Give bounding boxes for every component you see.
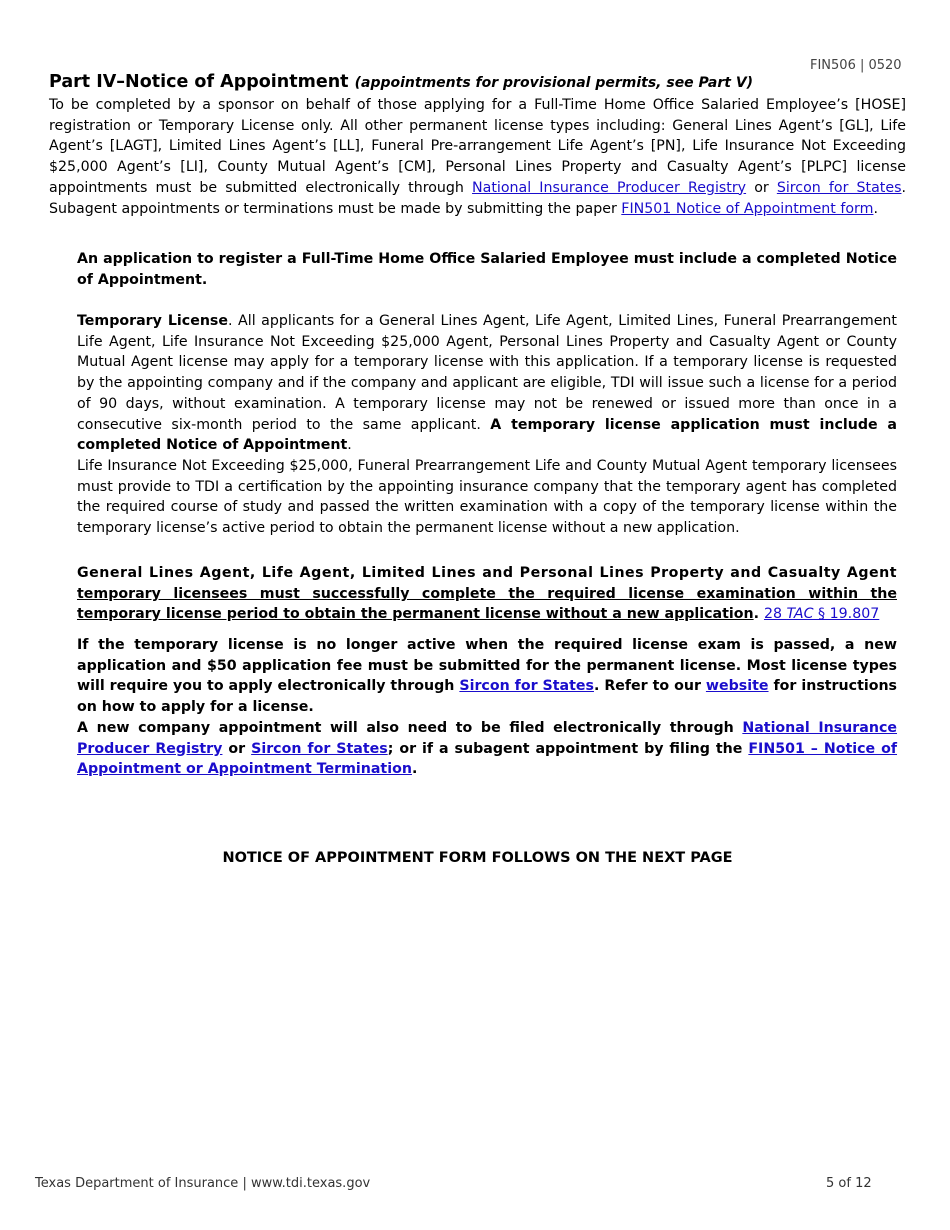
expired-license-paragraph [77, 635, 897, 780]
temporary-license-text: . All applicants for a General Lines Agent, Life Agent, Limited Lines, Funeral Prearrangement Life Agent, Life Insurance Not Exceeding $25,000 Agent, Personal Lines Property and Casualty Agent or County Mutual Agent license may apply for a temporary license with this application. If a temporary license is requested by the appointing company and if the company and applicant are eligible, TDI will issue such a license for a period of 90 days, without examination. A temporary license may not be renewed or issued more than once in a consecutive six-month period to the same applicant. [77, 313, 897, 433]
tac-section: § 19.807 [813, 606, 880, 623]
title-subtitle: (appointments for provisional permits, see Part V) [354, 75, 754, 91]
fin501-form-link[interactable]: FIN501 Notice of Appointment form [621, 200, 874, 217]
expired-text-4: A new company appointment will also need to be filed electronically through [77, 719, 743, 736]
expired-text-1: If the temporary license is no longer active when the required license exam is passed, a new application and $50 application fee must be submitted for the permanent license. Most license types will require you to apply electronically through [77, 637, 897, 695]
form-code: FIN506 | 0520 [810, 58, 902, 73]
general-lines-lead: General Lines Agent, Life Agent, Limited Lines and Personal Lines Property and Casualty Agent [77, 565, 897, 581]
website-link[interactable]: website [705, 678, 769, 695]
tac-link[interactable] [764, 606, 879, 622]
tac-italic: TAC [786, 606, 814, 623]
temporary-license-paragraph [77, 311, 897, 456]
general-lines-paragraph [77, 563, 897, 625]
general-lines-period: . [753, 606, 764, 623]
expired-text-6: ; or if a subagent appointment by filing the [387, 740, 749, 757]
title-text: Part IV–Notice of Appointment [49, 72, 349, 92]
expired-text-5: or [222, 740, 252, 757]
intro-text-4: . [873, 200, 878, 217]
sircon-link[interactable]: Sircon for States [776, 179, 902, 196]
expired-text-7: . [411, 761, 418, 778]
tac-number: 28 [763, 606, 787, 623]
fin501-termination-link[interactable]: FIN501 – Notice of Appointment or Appointment Termination [77, 740, 898, 778]
page-number: 5 of 12 [826, 1176, 872, 1191]
intro-text-2: or [746, 179, 777, 196]
intro-text-1: To be completed by a sponsor on behalf of those applying for a Full-Time Home Office Salaried Employee’s [HOSE] registration or Temporary License only. All other permanent license types including: General Lines Agent’s [GL], Life Agent’s [LAGT], Limited Lines Agent’s [LL], Funeral Pre-arrangement Life Agent’s [PN], Life Insurance Not Exceeding $25,000 Agent’s [LI], County Mutual Agent’s [CM], Personal Lines Property and Casualty Agent’s [PLPC] license appointments must be submitted electronically through [49, 97, 906, 196]
expired-text-3: for instructions on how to apply for a license. [77, 678, 898, 716]
sircon-link-3[interactable]: Sircon for States [251, 740, 388, 757]
page-title [49, 72, 909, 92]
footer-agency: Texas Department of Insurance | www.tdi.texas.gov [35, 1176, 371, 1191]
intro-text-3: . Subagent appointments or terminations must be made by submitting the paper [49, 179, 906, 217]
intro-paragraph [49, 95, 906, 219]
temporary-license-end: . [347, 437, 352, 454]
temporary-license-label: Temporary License [77, 313, 228, 329]
nipr-link-2[interactable]: National Insurance Producer Registry [77, 719, 897, 757]
life-insurance-paragraph: Life Insurance Not Exceeding $25,000, Funeral Prearrangement Life and County Mutual Agent temporary licensees must provide to TDI a certification by the appointing insurance company that the temporary agent has completed the required course of study and passed the written examination with a copy of the temporary license within the temporary license’s active period to obtain the permanent license without a new application. [77, 458, 897, 537]
general-lines-underlined: temporary licensees must successfully complete the required license examination within the temporary license period to obtain the permanent license without a new application [77, 585, 897, 623]
temporary-license-requirement: A temporary license application must include a completed Notice of Appointment [77, 416, 898, 454]
expired-text-2: . Refer to our [593, 678, 706, 695]
sircon-link-2[interactable]: Sircon for States [459, 678, 594, 695]
hose-note: An application to register a Full-Time Home Office Salaried Employee must include a completed Notice of Appointment. [77, 251, 897, 288]
next-page-notice: NOTICE OF APPOINTMENT FORM FOLLOWS ON THE NEXT PAGE [222, 850, 733, 866]
nipr-link[interactable]: National Insurance Producer Registry [472, 179, 747, 196]
